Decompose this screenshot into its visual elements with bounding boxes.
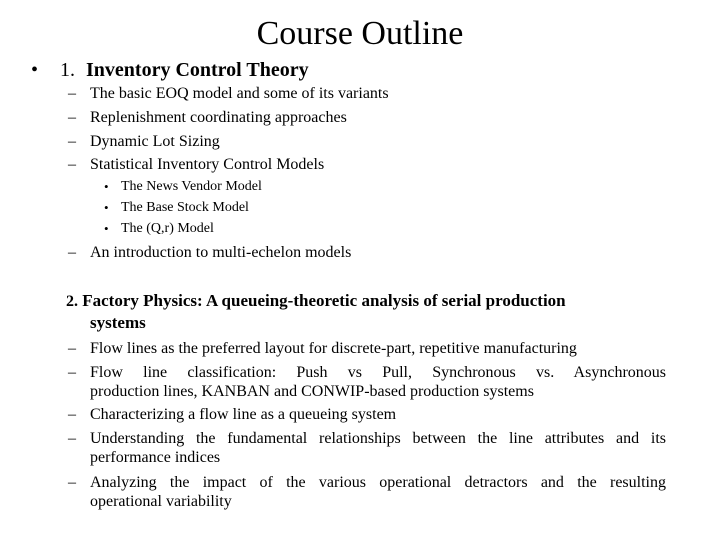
dash-mark: – xyxy=(68,133,76,150)
list-item-line1: Characterizing a flow line as a queueing system xyxy=(90,406,397,423)
section2-heading xyxy=(66,290,666,333)
list-item xyxy=(90,405,666,424)
list-item: The basic EOQ model and some of its variants xyxy=(90,85,389,102)
dash-mark: – xyxy=(68,156,76,173)
dash-mark: – xyxy=(68,364,76,381)
section1-bullet: • xyxy=(31,59,39,81)
sub-list-item: The Base Stock Model xyxy=(121,200,249,215)
dash-mark: – xyxy=(68,340,76,357)
dash-mark: – xyxy=(68,244,76,261)
dot-mark: • xyxy=(104,200,109,215)
dot-mark: • xyxy=(104,179,109,194)
list-item xyxy=(90,363,666,401)
list-item-line1: Flow line classification: Push vs Pull, Synchronous vs. Asynchronous xyxy=(90,364,666,381)
list-item xyxy=(90,339,666,358)
list-item-line1: Flow lines as the preferred layout for discrete-part, repetitive manufacturing xyxy=(90,340,577,357)
list-item-line2: operational variability xyxy=(90,493,232,510)
dash-mark: – xyxy=(68,406,76,423)
dash-mark: – xyxy=(68,474,76,491)
section2-heading-line1: Factory Physics: A queueing-theoretic analysis of serial production xyxy=(82,291,566,310)
dash-mark: – xyxy=(68,85,76,102)
section1-heading xyxy=(60,58,309,82)
section2-heading-number: 2. xyxy=(66,293,78,310)
section1-heading-text: Inventory Control Theory xyxy=(86,59,309,81)
list-item-line2: production lines, KANBAN and CONWIP-based production systems xyxy=(90,383,534,400)
slide-title: Course Outline xyxy=(256,15,464,52)
sub-list-item: The (Q,r) Model xyxy=(121,221,214,236)
section2-heading-line2: systems xyxy=(90,313,146,332)
list-item-line1: Understanding the fundamental relationships between the line attributes and its xyxy=(90,430,666,447)
list-item: Replenishment coordinating approaches xyxy=(90,109,347,126)
list-item: Statistical Inventory Control Models xyxy=(90,156,325,173)
list-item: An introduction to multi-echelon models xyxy=(90,244,352,261)
section1-heading-number: 1. xyxy=(60,59,75,81)
dot-mark: • xyxy=(104,221,109,236)
list-item xyxy=(90,473,666,511)
list-item xyxy=(90,429,666,467)
list-item-line2: performance indices xyxy=(90,449,221,466)
list-item: Dynamic Lot Sizing xyxy=(90,133,220,150)
sub-list-item: The News Vendor Model xyxy=(121,179,262,194)
list-item-line1: Analyzing the impact of the various operational detractors and the resulting xyxy=(90,474,666,491)
dash-mark: – xyxy=(68,430,76,447)
dash-mark: – xyxy=(68,109,76,126)
